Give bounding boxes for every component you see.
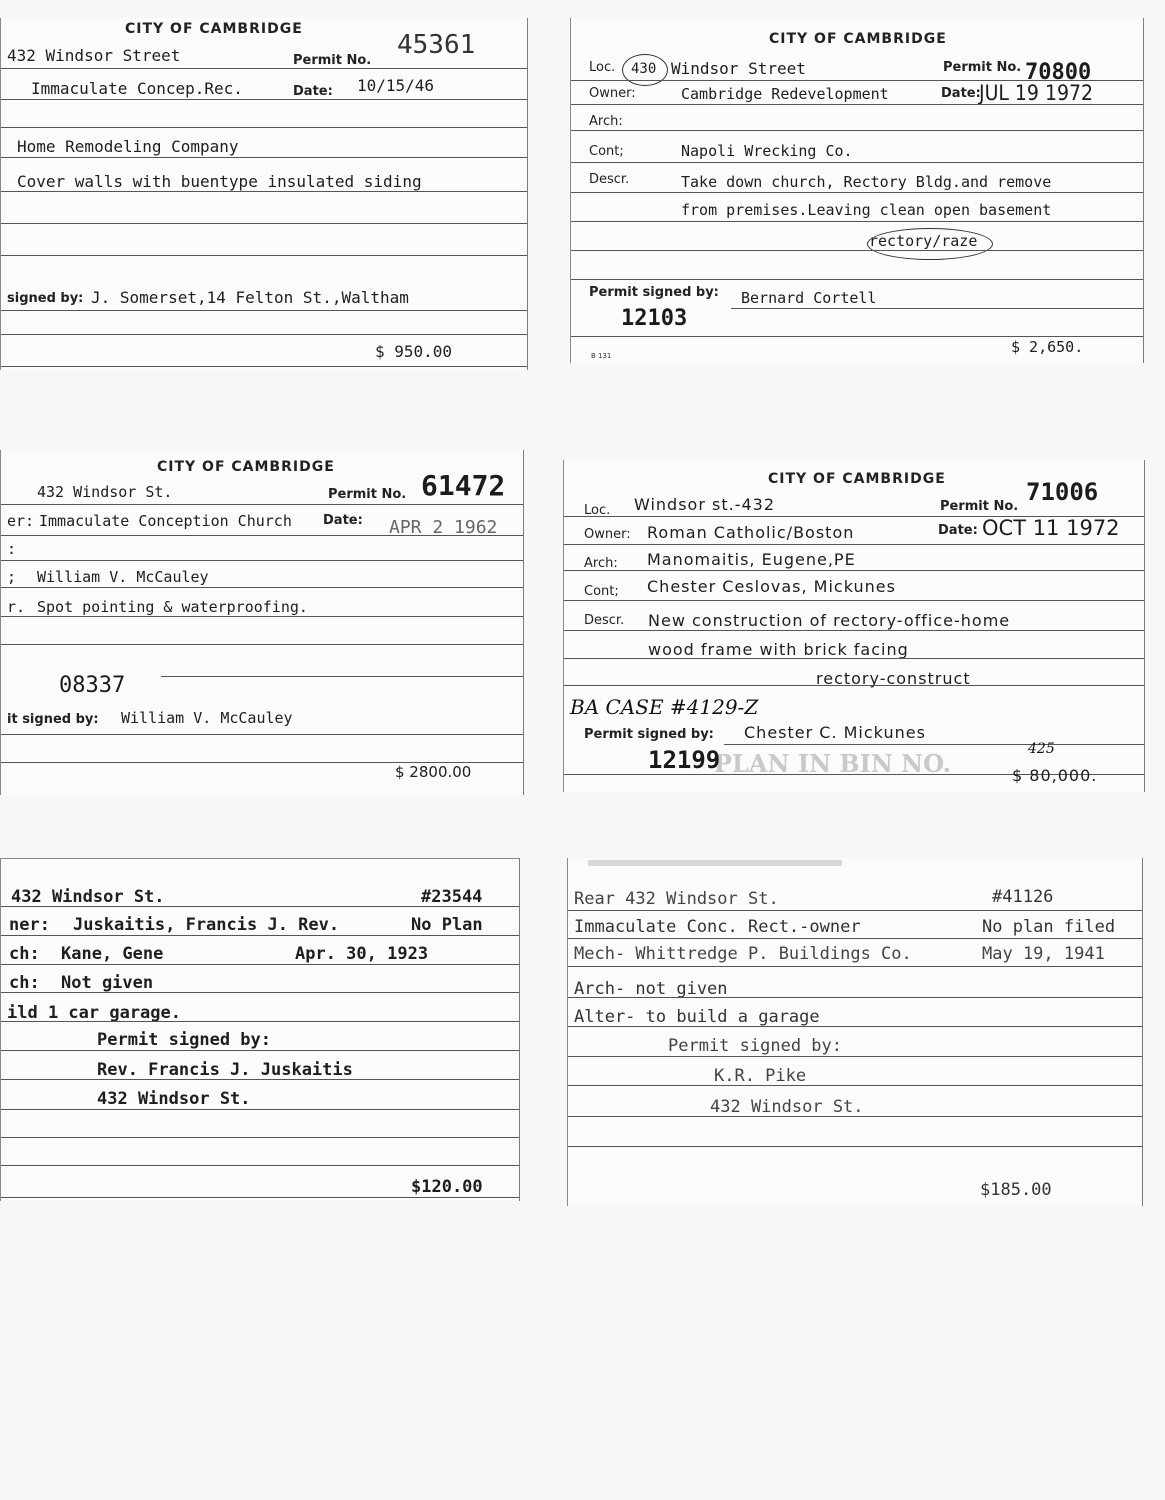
cost-value: $ 80,000. [1012, 766, 1098, 785]
signed-by-label: Permit signed by: [584, 727, 714, 742]
signed-by-label: it signed by: [7, 712, 99, 727]
rule [571, 250, 1143, 251]
description-value: Cover walls with buentype insulated siding [17, 172, 422, 191]
descr-label: Descr. [589, 172, 630, 187]
owner-label: Owner: [589, 86, 636, 101]
faded-header-band [588, 860, 842, 866]
date-value: OCT 11 1972 [982, 516, 1120, 540]
location-value: 432 Windsor St. [37, 483, 173, 501]
category-value: rectory-construct [816, 669, 971, 688]
permit-label: Permit No. [943, 60, 1022, 75]
form-number: B 131 [591, 352, 612, 360]
cont-label: ; [7, 568, 17, 586]
loc-label: Loc. [589, 60, 616, 75]
rule [571, 221, 1143, 222]
rule [1, 1165, 519, 1166]
signed-by-label: Permit signed by: [97, 1030, 271, 1050]
description-value: Spot pointing & waterproofing. [37, 598, 308, 616]
date-value: Apr. 30, 1923 [295, 944, 429, 964]
permit-card-23544 [0, 858, 520, 1201]
description-line-1: Take down church, Rectory Bldg.and remove [681, 173, 1052, 191]
rule [1, 616, 523, 617]
rule [1, 1197, 519, 1198]
rule [1, 1050, 519, 1051]
rule [568, 1056, 1142, 1057]
contractor-value: Chester Ceslovas, Mickunes [647, 577, 896, 596]
rule [568, 1116, 1142, 1117]
permit-number: 45361 [397, 30, 476, 60]
plan-in-bin-stamp: PLAN IN BIN NO. [714, 749, 951, 778]
rule [161, 676, 523, 677]
description-value: Alter- to build a garage [574, 1007, 820, 1027]
cost-value: $ 950.00 [375, 342, 453, 361]
signed-by-value: William V. McCauley [121, 709, 293, 727]
rule [568, 997, 1142, 998]
cost-value: $ 2,650. [1011, 338, 1084, 356]
description-value: ild 1 car garage. [7, 1003, 181, 1023]
permit-number: 71006 [1026, 478, 1099, 506]
rule [1, 1109, 519, 1110]
rule [1, 644, 523, 645]
rule [1, 1137, 519, 1138]
mech-value: Mech- Whittredge P. Buildings Co. [574, 944, 912, 964]
mech-label: ch: [9, 973, 40, 993]
loc-label: Loc. [584, 503, 611, 518]
permit-number: 70800 [1025, 60, 1092, 85]
owner-value: Roman Catholic/Boston [647, 523, 855, 542]
signed-by-label: Permit signed by: [668, 1036, 842, 1056]
location-value: 432 Windsor Street [7, 46, 181, 65]
rule [1, 504, 523, 505]
signed-by-value: K.R. Pike [714, 1066, 807, 1086]
owner-value: Immaculate Concep.Rec. [31, 79, 243, 98]
rule [571, 104, 1143, 105]
cost-value: $185.00 [980, 1180, 1052, 1200]
rule [571, 162, 1143, 163]
signer-address: 432 Windsor St. [710, 1097, 864, 1117]
permit-card-70800 [570, 18, 1144, 363]
stamp-number: 08337 [59, 673, 126, 698]
signed-by-label: signed by: [7, 291, 84, 306]
card-header: CITY OF CAMBRIDGE [769, 31, 947, 47]
date-label: Date: [323, 513, 363, 528]
rule [568, 1026, 1142, 1027]
rule [568, 938, 1142, 939]
rule [564, 685, 1144, 686]
cost-value: $120.00 [411, 1177, 483, 1197]
rule [1, 964, 519, 965]
cont-label: Cont; [589, 144, 624, 159]
date-value: JUL 19 1972 [979, 81, 1094, 105]
date-value: May 19, 1941 [982, 944, 1105, 964]
signed-by-value: Rev. Francis J. Juskaitis [97, 1060, 353, 1080]
arch-label: ch: [9, 944, 40, 964]
card-header: CITY OF CAMBRIDGE [125, 21, 303, 37]
signed-by-value: Bernard Cortell [741, 289, 877, 307]
rule [1, 68, 527, 69]
date-label: Date: [941, 86, 981, 101]
stamp-number: 12199 [648, 746, 721, 774]
rule [1, 127, 527, 128]
date-value: APR 2 1962 [389, 517, 498, 538]
arch-value: Arch- not given [574, 979, 728, 999]
descr-label: r. [7, 598, 26, 616]
permit-card-45361 [0, 18, 528, 370]
ba-case-handwritten: BA CASE #4129-Z [570, 695, 759, 719]
contractor-value: Home Remodeling Company [17, 137, 239, 156]
rule [731, 308, 1143, 309]
rule [571, 279, 1143, 280]
rule [724, 744, 1144, 745]
rule [568, 910, 1142, 911]
card-header: CITY OF CAMBRIDGE [768, 471, 946, 487]
owner-label: er: [7, 512, 35, 530]
permit-card-61472 [0, 450, 524, 795]
owner-value: Cambridge Redevelopment [681, 85, 889, 103]
rule [568, 1085, 1142, 1086]
rule [568, 1146, 1142, 1147]
description-line-2: from premises.Leaving clean open basement [681, 201, 1052, 219]
rule [1, 535, 523, 536]
rule [1, 157, 527, 158]
rule [1, 587, 523, 588]
rule [1, 334, 527, 335]
arch-label: Arch: [584, 556, 618, 571]
signed-by-value: J. Somerset,14 Felton St.,Waltham [91, 288, 409, 307]
rule [564, 630, 1144, 631]
architect-value: Manomaitis, Eugene,PE [647, 550, 856, 569]
cost-value: $ 2800.00 [395, 763, 472, 781]
rule [571, 130, 1143, 131]
location-value: 432 Windsor St. [11, 887, 165, 907]
owner-value: Immaculate Conc. Rect.-owner [574, 917, 861, 937]
rule [1, 906, 519, 907]
arch-label: Arch: [589, 114, 623, 129]
contractor-value: William V. McCauley [37, 568, 209, 586]
permit-label: Permit No. [940, 499, 1019, 514]
loc-number: 430 [631, 61, 657, 77]
bin-number: 425 [1028, 741, 1055, 757]
date-value: 10/15/46 [357, 76, 435, 95]
rule [1, 935, 519, 936]
owner-value: Juskaitis, Francis J. Rev. [73, 915, 340, 935]
rule [1, 560, 523, 561]
permit-number: 61472 [421, 469, 506, 502]
rule [1, 366, 527, 367]
description-line-2: wood frame with brick facing [648, 640, 909, 659]
date-label: Date: [293, 84, 333, 99]
rule [568, 966, 1142, 967]
rule [1, 734, 523, 735]
owner-label: ner: [9, 915, 50, 935]
arch-label: : [7, 540, 17, 558]
date-label: Date: [938, 523, 978, 538]
rule [1, 310, 527, 311]
location-value: Rear 432 Windsor St. [574, 889, 779, 909]
rule [1, 1079, 519, 1080]
descr-label: Descr. [584, 613, 625, 628]
permit-label: Permit No. [293, 53, 372, 68]
rule [1, 255, 527, 256]
owner-label: Owner: [584, 527, 631, 542]
permit-number: #41126 [992, 887, 1054, 907]
loc-street: Windsor Street [671, 59, 806, 78]
stamp-number: 12103 [621, 306, 688, 331]
rule [564, 658, 1144, 659]
signed-by-label: Permit signed by: [589, 285, 719, 300]
rule [564, 570, 1144, 571]
plan-value: No plan filed [982, 917, 1116, 937]
category-value: rectory/raze [869, 232, 978, 250]
card-header: CITY OF CAMBRIDGE [157, 459, 335, 475]
owner-value: Immaculate Conception Church [39, 512, 292, 530]
rule [564, 544, 1144, 545]
rule [1, 99, 527, 100]
rule [1, 1021, 519, 1022]
signed-by-value: Chester C. Mickunes [744, 723, 926, 742]
permit-number: #23544 [421, 887, 483, 907]
rule [571, 192, 1143, 193]
permit-card-71006 [563, 460, 1145, 792]
architect-value: Kane, Gene [61, 944, 164, 964]
mech-value: Not given [61, 973, 154, 993]
permit-card-41126 [567, 858, 1143, 1206]
description-line-1: New construction of rectory-office-home [648, 611, 1011, 630]
rule [1, 191, 527, 192]
plan-value: No Plan [411, 915, 483, 935]
rule [1, 223, 527, 224]
rule [564, 600, 1144, 601]
rule [571, 336, 1143, 337]
rule [1, 992, 519, 993]
signer-address: 432 Windsor St. [97, 1089, 251, 1109]
contractor-value: Napoli Wrecking Co. [681, 142, 853, 160]
cont-label: Cont; [584, 584, 619, 599]
location-value: Windsor st.-432 [634, 495, 776, 514]
permit-label: Permit No. [328, 487, 407, 502]
